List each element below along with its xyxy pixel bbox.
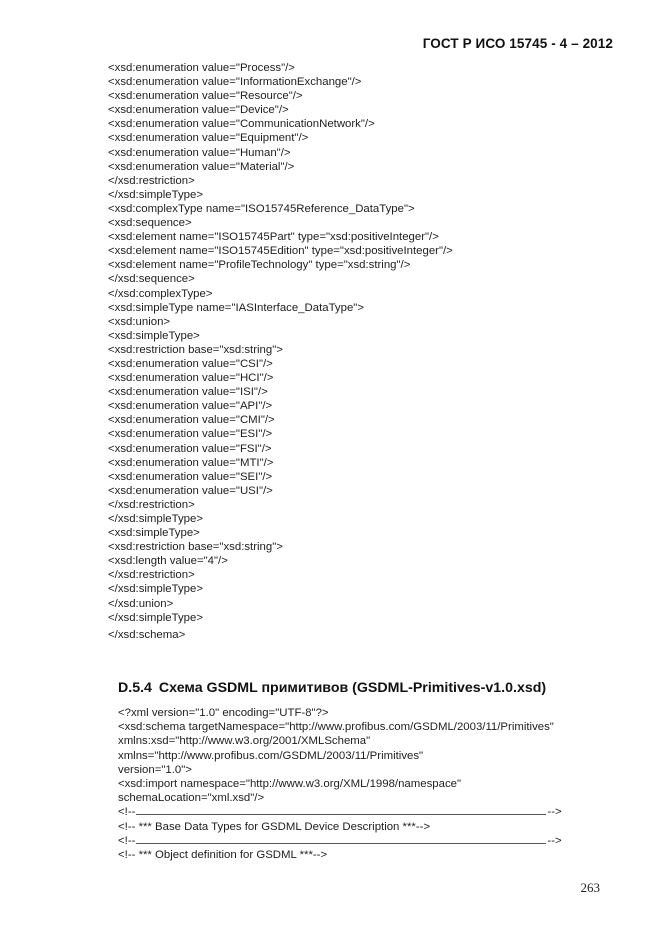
code-line: </xsd:sequence> bbox=[108, 273, 195, 286]
code-line: <xsd:element name="ProfileTechnology" type="xsd:string"/> bbox=[108, 259, 411, 272]
comment-close: --> bbox=[547, 834, 562, 847]
code-line: version="1.0"> bbox=[118, 763, 192, 776]
comment-underline-rule bbox=[136, 834, 546, 844]
code-line: <xsd:schema targetNamespace="http://www.profibus.com/GSDML/2003/11/Primitives" bbox=[118, 721, 554, 734]
code-line: xmlns:xsd="http://www.w3.org/2001/XMLSchema" bbox=[118, 735, 371, 748]
code-line: <xsd:enumeration value="MTI"/> bbox=[108, 456, 274, 469]
comment-rule-line bbox=[118, 805, 562, 819]
code-line: </xsd:simpleType> bbox=[108, 188, 203, 201]
code-line: </xsd:complexType> bbox=[108, 287, 213, 300]
code-line: </xsd:simpleType> bbox=[108, 583, 203, 596]
code-line: <xsd:enumeration value="FSI"/> bbox=[108, 442, 272, 455]
code-line: <xsd:enumeration value="Human"/> bbox=[108, 146, 291, 159]
comment-close: --> bbox=[547, 806, 562, 819]
code-line: <xsd:enumeration value="Device"/> bbox=[108, 104, 289, 117]
code-line: <xsd:enumeration value="Process"/> bbox=[108, 62, 295, 74]
code-line: </xsd:simpleType> bbox=[108, 513, 203, 525]
code-line: </xsd:restriction> bbox=[108, 569, 195, 582]
code-line: <xsd:enumeration value="API"/> bbox=[108, 400, 273, 413]
schema-closing-tag: </xsd:schema> bbox=[108, 629, 186, 641]
code-line: <xsd:simpleType name="IASInterface_DataType"> bbox=[108, 301, 364, 314]
code-line: <xsd:union> bbox=[108, 315, 171, 328]
code-line: <xsd:enumeration value="ESI"/> bbox=[108, 428, 273, 441]
code-comment-object-definition: <!-- *** Object definition for GSDML ***--> bbox=[118, 848, 328, 861]
code-line: <xsd:element name="ISO15745Part" type="xsd:positiveInteger"/> bbox=[108, 231, 439, 244]
code-line: <xsd:length value="4"/> bbox=[108, 555, 228, 568]
code-line: </xsd:union> bbox=[108, 597, 174, 610]
comment-underline-rule bbox=[136, 805, 546, 815]
code-line: xmlns="http://www.profibus.com/GSDML/2003/11/Primitives" bbox=[118, 749, 424, 762]
code-line: <xsd:enumeration value="USI"/> bbox=[108, 484, 273, 497]
comment-open: <!-- bbox=[118, 834, 136, 847]
code-line: <xsd:restriction base="xsd:string"> bbox=[108, 541, 283, 554]
section-heading bbox=[118, 680, 546, 696]
code-comment-base-data-types: <!-- *** Base Data Types for GSDML Device Description ***--> bbox=[118, 820, 431, 833]
code-line: <xsd:complexType name="ISO15745Reference_DataType"> bbox=[108, 202, 415, 215]
code-line: <xsd:enumeration value="InformationExchange"/> bbox=[108, 76, 362, 89]
xsd-code-listing-continued bbox=[108, 61, 453, 625]
code-line: <xsd:enumeration value="Resource"/> bbox=[108, 90, 303, 103]
code-line: <xsd:sequence> bbox=[108, 217, 192, 230]
code-line: </xsd:restriction> bbox=[108, 174, 195, 187]
section-title: Схема GSDML примитивов (GSDML-Primitives-v1.0.xsd) bbox=[158, 680, 547, 696]
comment-rule-line bbox=[118, 834, 562, 848]
gsdml-primitives-code-listing bbox=[118, 706, 562, 862]
code-line: <xsd:simpleType> bbox=[108, 527, 200, 540]
code-line: <xsd:enumeration value="HCI"/> bbox=[108, 372, 274, 385]
code-line: <xsd:enumeration value="Equipment"/> bbox=[108, 132, 309, 145]
code-line: schemaLocation="xml.xsd"/> bbox=[118, 792, 265, 805]
code-line: <xsd:restriction base="xsd:string"> bbox=[108, 343, 283, 356]
document-standard-header: ГОСТ Р ИСО 15745 - 4 – 2012 bbox=[422, 36, 613, 51]
code-line: </xsd:restriction> bbox=[108, 498, 195, 511]
code-line: <?xml version="1.0" encoding="UTF-8"?> bbox=[118, 707, 329, 719]
page-number: 263 bbox=[580, 880, 600, 895]
code-line: <xsd:enumeration value="CSI"/> bbox=[108, 357, 273, 370]
code-line: <xsd:enumeration value="CommunicationNetwork"/> bbox=[108, 118, 375, 131]
code-line: <xsd:enumeration value="SEI"/> bbox=[108, 470, 273, 483]
code-line: <xsd:simpleType> bbox=[108, 329, 200, 342]
code-line: </xsd:simpleType> bbox=[108, 611, 203, 624]
code-line: <xsd:enumeration value="ISI"/> bbox=[108, 386, 268, 399]
code-line: <xsd:enumeration value="CMI"/> bbox=[108, 414, 275, 427]
code-line: <xsd:element name="ISO15745Edition" type="xsd:positiveInteger"/> bbox=[108, 245, 453, 258]
comment-open: <!-- bbox=[118, 806, 136, 819]
code-line: <xsd:enumeration value="Material"/> bbox=[108, 160, 295, 173]
code-line: <xsd:import namespace="http://www.w3.org/XML/1998/namespace" bbox=[118, 777, 462, 790]
section-number: D.5.4 bbox=[118, 680, 152, 696]
